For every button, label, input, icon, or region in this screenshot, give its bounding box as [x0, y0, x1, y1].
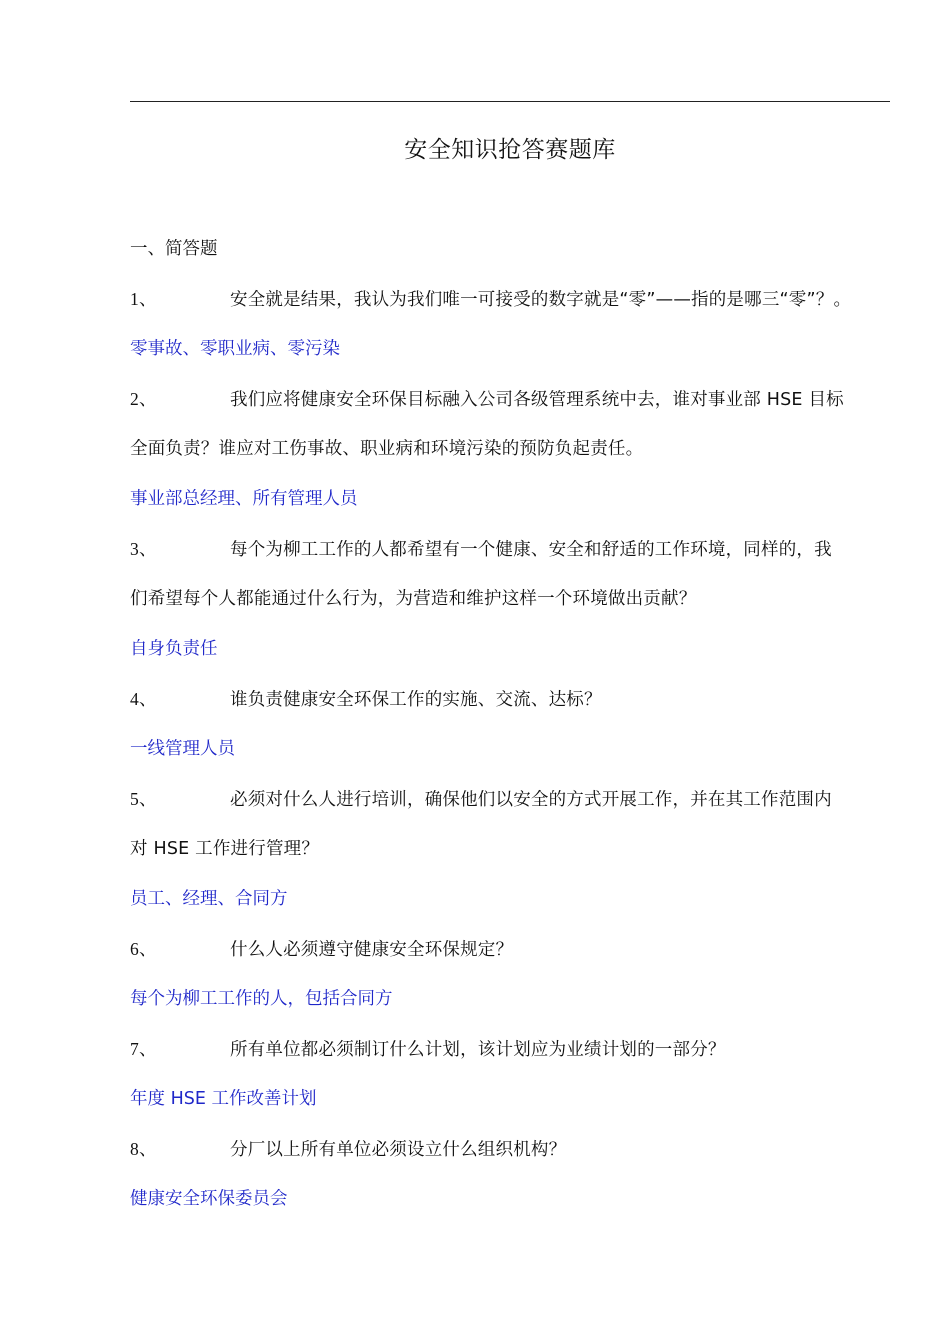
- header-rule: [130, 101, 890, 102]
- question-text: 每个为柳工工作的人都希望有一个健康、安全和舒适的工作环境，同样的，我: [230, 540, 832, 560]
- question-2-continued: 全面负责？谁应对工伤事故、职业病和环境污染的预防负起责任。: [130, 439, 644, 459]
- question-1: [130, 282, 890, 332]
- question-number: 1、: [130, 289, 157, 309]
- question-2: [130, 382, 890, 432]
- answer-5: 员工、经理、合同方: [130, 889, 288, 909]
- question-text: 我们应将健康安全环保目标融入公司各级管理系统中去，谁对事业部 HSE 目标: [230, 390, 844, 410]
- question-number: 3、: [130, 539, 157, 559]
- question-text: 谁负责健康安全环保工作的实施、交流、达标？: [230, 690, 602, 710]
- question-8: [130, 1132, 890, 1182]
- answer-1: 零事故、零职业病、零污染: [130, 339, 340, 359]
- question-6: [130, 932, 890, 982]
- answer-4: 一线管理人员: [130, 739, 235, 759]
- question-number: 4、: [130, 689, 157, 709]
- question-5-continued: 对 HSE 工作进行管理？: [130, 839, 320, 859]
- question-number: 7、: [130, 1039, 157, 1059]
- question-7: [130, 1032, 890, 1082]
- question-3-continued: 们希望每个人都能通过什么行为，为营造和维护这样一个环境做出贡献？: [130, 589, 697, 609]
- document-body: [130, 232, 890, 1232]
- answer-6: 每个为柳工工作的人，包括合同方: [130, 989, 393, 1009]
- document-title: 安全知识抢答赛题库: [404, 137, 616, 163]
- question-4: [130, 682, 890, 732]
- question-text: 所有单位都必须制订什么计划，该计划应为业绩计划的一部分？: [230, 1040, 726, 1060]
- question-text: 必须对什么人进行培训，确保他们以安全的方式开展工作，并在其工作范围内: [230, 790, 832, 810]
- question-5: [130, 782, 890, 832]
- section-heading: 一、简答题: [130, 239, 218, 259]
- question-number: 6、: [130, 939, 157, 959]
- question-number: 5、: [130, 789, 157, 809]
- answer-8: 健康安全环保委员会: [130, 1189, 288, 1209]
- question-number: 8、: [130, 1139, 157, 1159]
- question-text: 什么人必须遵守健康安全环保规定？: [230, 940, 514, 960]
- answer-7: 年度 HSE 工作改善计划: [130, 1089, 317, 1109]
- question-3: [130, 532, 890, 582]
- question-text: 分厂以上所有单位必须设立什么组织机构？: [230, 1140, 567, 1160]
- question-text: 安全就是结果，我认为我们唯一可接受的数字就是“零”——指的是哪三“零”？。: [230, 290, 852, 310]
- question-number: 2、: [130, 389, 157, 409]
- answer-2: 事业部总经理、所有管理人员: [130, 489, 358, 509]
- answer-3: 自身负责任: [130, 639, 218, 659]
